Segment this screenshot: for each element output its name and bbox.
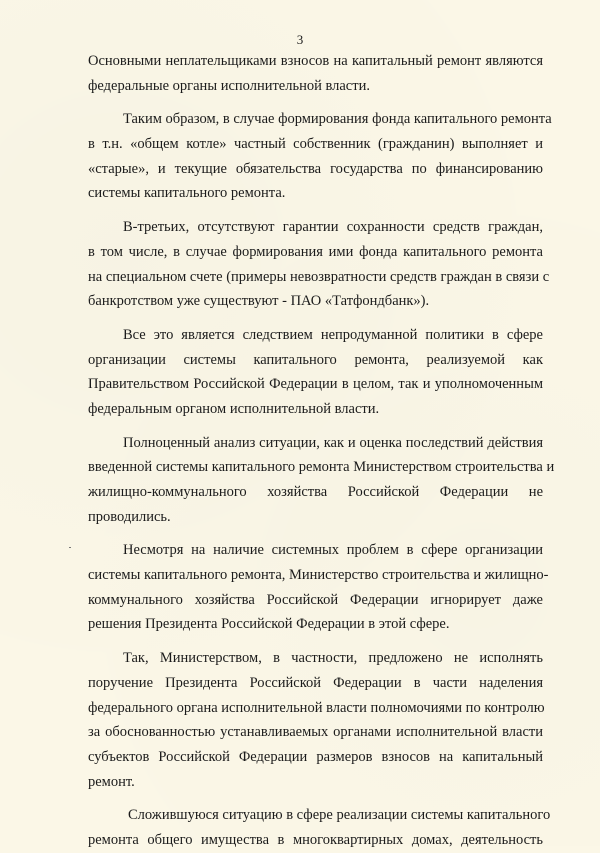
text-line: ремонта общего имущества в многоквартирных домах, деятельность (88, 831, 543, 848)
text-line: системы капитального ремонта, Министерство строительства и жилищно- (88, 567, 549, 584)
paragraph (88, 49, 543, 98)
text-line: Полноценный анализ ситуации, как и оценка последствий действия (123, 434, 543, 451)
text-line: организации системы капитального ремонта, реализуемой как (88, 351, 543, 368)
paragraph (88, 803, 551, 852)
text-line: коммунального хозяйства Российской Федерации игнорирует даже (88, 591, 543, 608)
text-line: Основными неплательщиками взносов на капитальный ремонт являются (88, 53, 543, 69)
paragraph (88, 431, 555, 530)
text-line: банкротством уже существуют - ПАО «Татфондбанк»). (88, 293, 430, 310)
paragraph (88, 107, 552, 206)
text-line: Так, Министерством, в частности, предложено не исполнять (123, 650, 543, 667)
text-line: Несмотря на наличие системных проблем в сфере организации (123, 542, 543, 559)
paragraph (88, 538, 549, 637)
text-line: жилищно-коммунального хозяйства Российской Федерации не (88, 484, 543, 500)
text-line: решения Президента Российской Федерации в этой сфере. (88, 616, 450, 633)
text-line: введенной системы капитального ремонта Министерством строительства и (88, 459, 555, 476)
text-line: поручение Президента Российской Федерации в части наделения (88, 674, 543, 691)
text-line: ремонт. (88, 773, 135, 790)
scan-speck (69, 547, 71, 548)
text-line: проводились. (88, 508, 171, 525)
text-line: Таким образом, в случае формирования фонда капитального ремонта (123, 111, 552, 128)
text-line: В-третьих, отсутствуют гарантии сохранности средств граждан, (123, 219, 543, 236)
text-line: за обоснованностью устанавливаемых органами исполнительной власти (88, 724, 543, 741)
text-line: в т.н. «общем котле» частный собственник (гражданин) выполняет и (88, 136, 543, 153)
document-body (88, 49, 555, 853)
text-line: системы капитального ремонта. (88, 185, 286, 202)
text-line: федерального органа исполнительной власти полномочиями по контролю (88, 699, 545, 716)
page-number: 3 (296, 32, 304, 47)
text-line: Сложившуюся ситуацию в сфере реализации системы капитального (128, 807, 551, 824)
paragraph (88, 323, 543, 422)
text-line: на специальном счете (примеры невозвратности средств граждан в связи с (88, 268, 550, 285)
text-line: Правительством Российской Федерации в целом, так и уполномоченным (88, 376, 543, 393)
paragraph (88, 646, 543, 794)
text-line: в том числе, в случае формирования ими фонда капитального ремонта (88, 243, 543, 260)
text-line: субъектов Российской Федерации размеров взносов на капитальный (88, 748, 543, 765)
text-line: федеральные органы исполнительной власти. (88, 77, 370, 94)
text-line: «старые», и текущие обязательства государства по финансированию (88, 160, 543, 177)
text-line: федеральным органом исполнительной власти. (88, 400, 380, 417)
paragraph (88, 215, 550, 314)
text-line: Все это является следствием непродуманной политики в сфере (123, 326, 543, 343)
